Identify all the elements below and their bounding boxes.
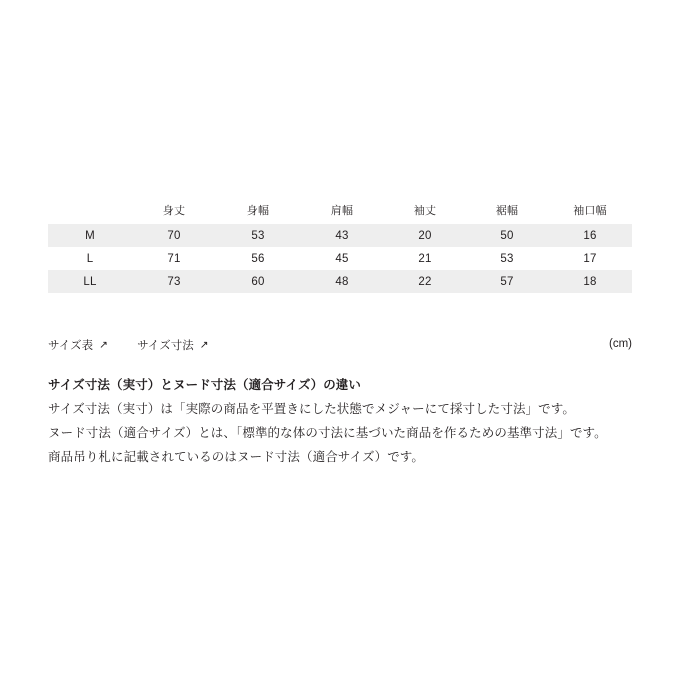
- table-row: [48, 224, 632, 247]
- cell-m-body-length: 70: [132, 224, 216, 247]
- cell-ll-cuff-width: 18: [548, 270, 632, 293]
- external-link-arrow-icon: ↗: [99, 339, 108, 351]
- external-link-arrow-icon: ↗: [199, 339, 209, 351]
- table-row: [48, 247, 632, 270]
- cell-ll-body-length: 73: [132, 270, 216, 293]
- cell-m-cuff-width: 16: [548, 224, 632, 247]
- cell-ll-shoulder-width: 48: [300, 270, 384, 293]
- row-label-m: M: [48, 224, 132, 247]
- cell-m-shoulder-width: 43: [300, 224, 384, 247]
- cell-m-hem-width: 50: [466, 224, 548, 247]
- link-size-measurement-label: サイズ寸法: [137, 340, 194, 352]
- note-line-2: ヌード寸法（適合サイズ）とは、「標準的な体の寸法に基づいた商品を作るための基準寸法」です。: [48, 425, 607, 440]
- cell-l-sleeve-length: 21: [384, 247, 466, 270]
- cell-l-cuff-width: 17: [548, 247, 632, 270]
- cell-m-sleeve-length: 20: [384, 224, 466, 247]
- cell-l-hem-width: 53: [466, 247, 548, 270]
- row-label-l: L: [48, 247, 132, 270]
- note-line-1: サイズ寸法（実寸）は「実際の商品を平置きにした状態でメジャーにて採寸した寸法」です。: [48, 402, 575, 416]
- note-heading: サイズ寸法（実寸）とヌード寸法（適合サイズ）の違い: [48, 378, 362, 392]
- link-size-chart-label: サイズ表: [48, 340, 94, 352]
- column-header-body-width: 身幅: [216, 200, 300, 224]
- size-table-container: [48, 200, 632, 293]
- column-header-sleeve-length: 袖丈: [384, 200, 466, 224]
- cell-l-body-length: 71: [132, 247, 216, 270]
- cell-ll-sleeve-length: 22: [384, 270, 466, 293]
- cell-l-shoulder-width: 45: [300, 247, 384, 270]
- column-header-blank: [48, 200, 132, 224]
- links-row: [48, 337, 632, 355]
- table-header-row: [48, 200, 632, 224]
- column-header-body-length: 身丈: [132, 200, 216, 224]
- link-size-chart[interactable]: [48, 337, 108, 353]
- note-line-3: 商品吊り札に記載されているのはヌード寸法（適合サイズ）です。: [48, 449, 425, 464]
- note-block: [48, 375, 648, 466]
- row-label-ll: LL: [48, 270, 132, 293]
- column-header-hem-width: 裾幅: [466, 200, 548, 224]
- size-table: [48, 200, 632, 293]
- cell-ll-hem-width: 57: [466, 270, 548, 293]
- cell-ll-body-width: 60: [216, 270, 300, 293]
- cell-l-body-width: 56: [216, 247, 300, 270]
- unit-label: (cm): [609, 338, 632, 350]
- cell-m-body-width: 53: [216, 224, 300, 247]
- column-header-cuff-width: 袖口幅: [548, 200, 632, 224]
- table-row: [48, 270, 632, 293]
- column-header-shoulder-width: 肩幅: [300, 200, 384, 224]
- link-size-measurement[interactable]: [137, 337, 208, 353]
